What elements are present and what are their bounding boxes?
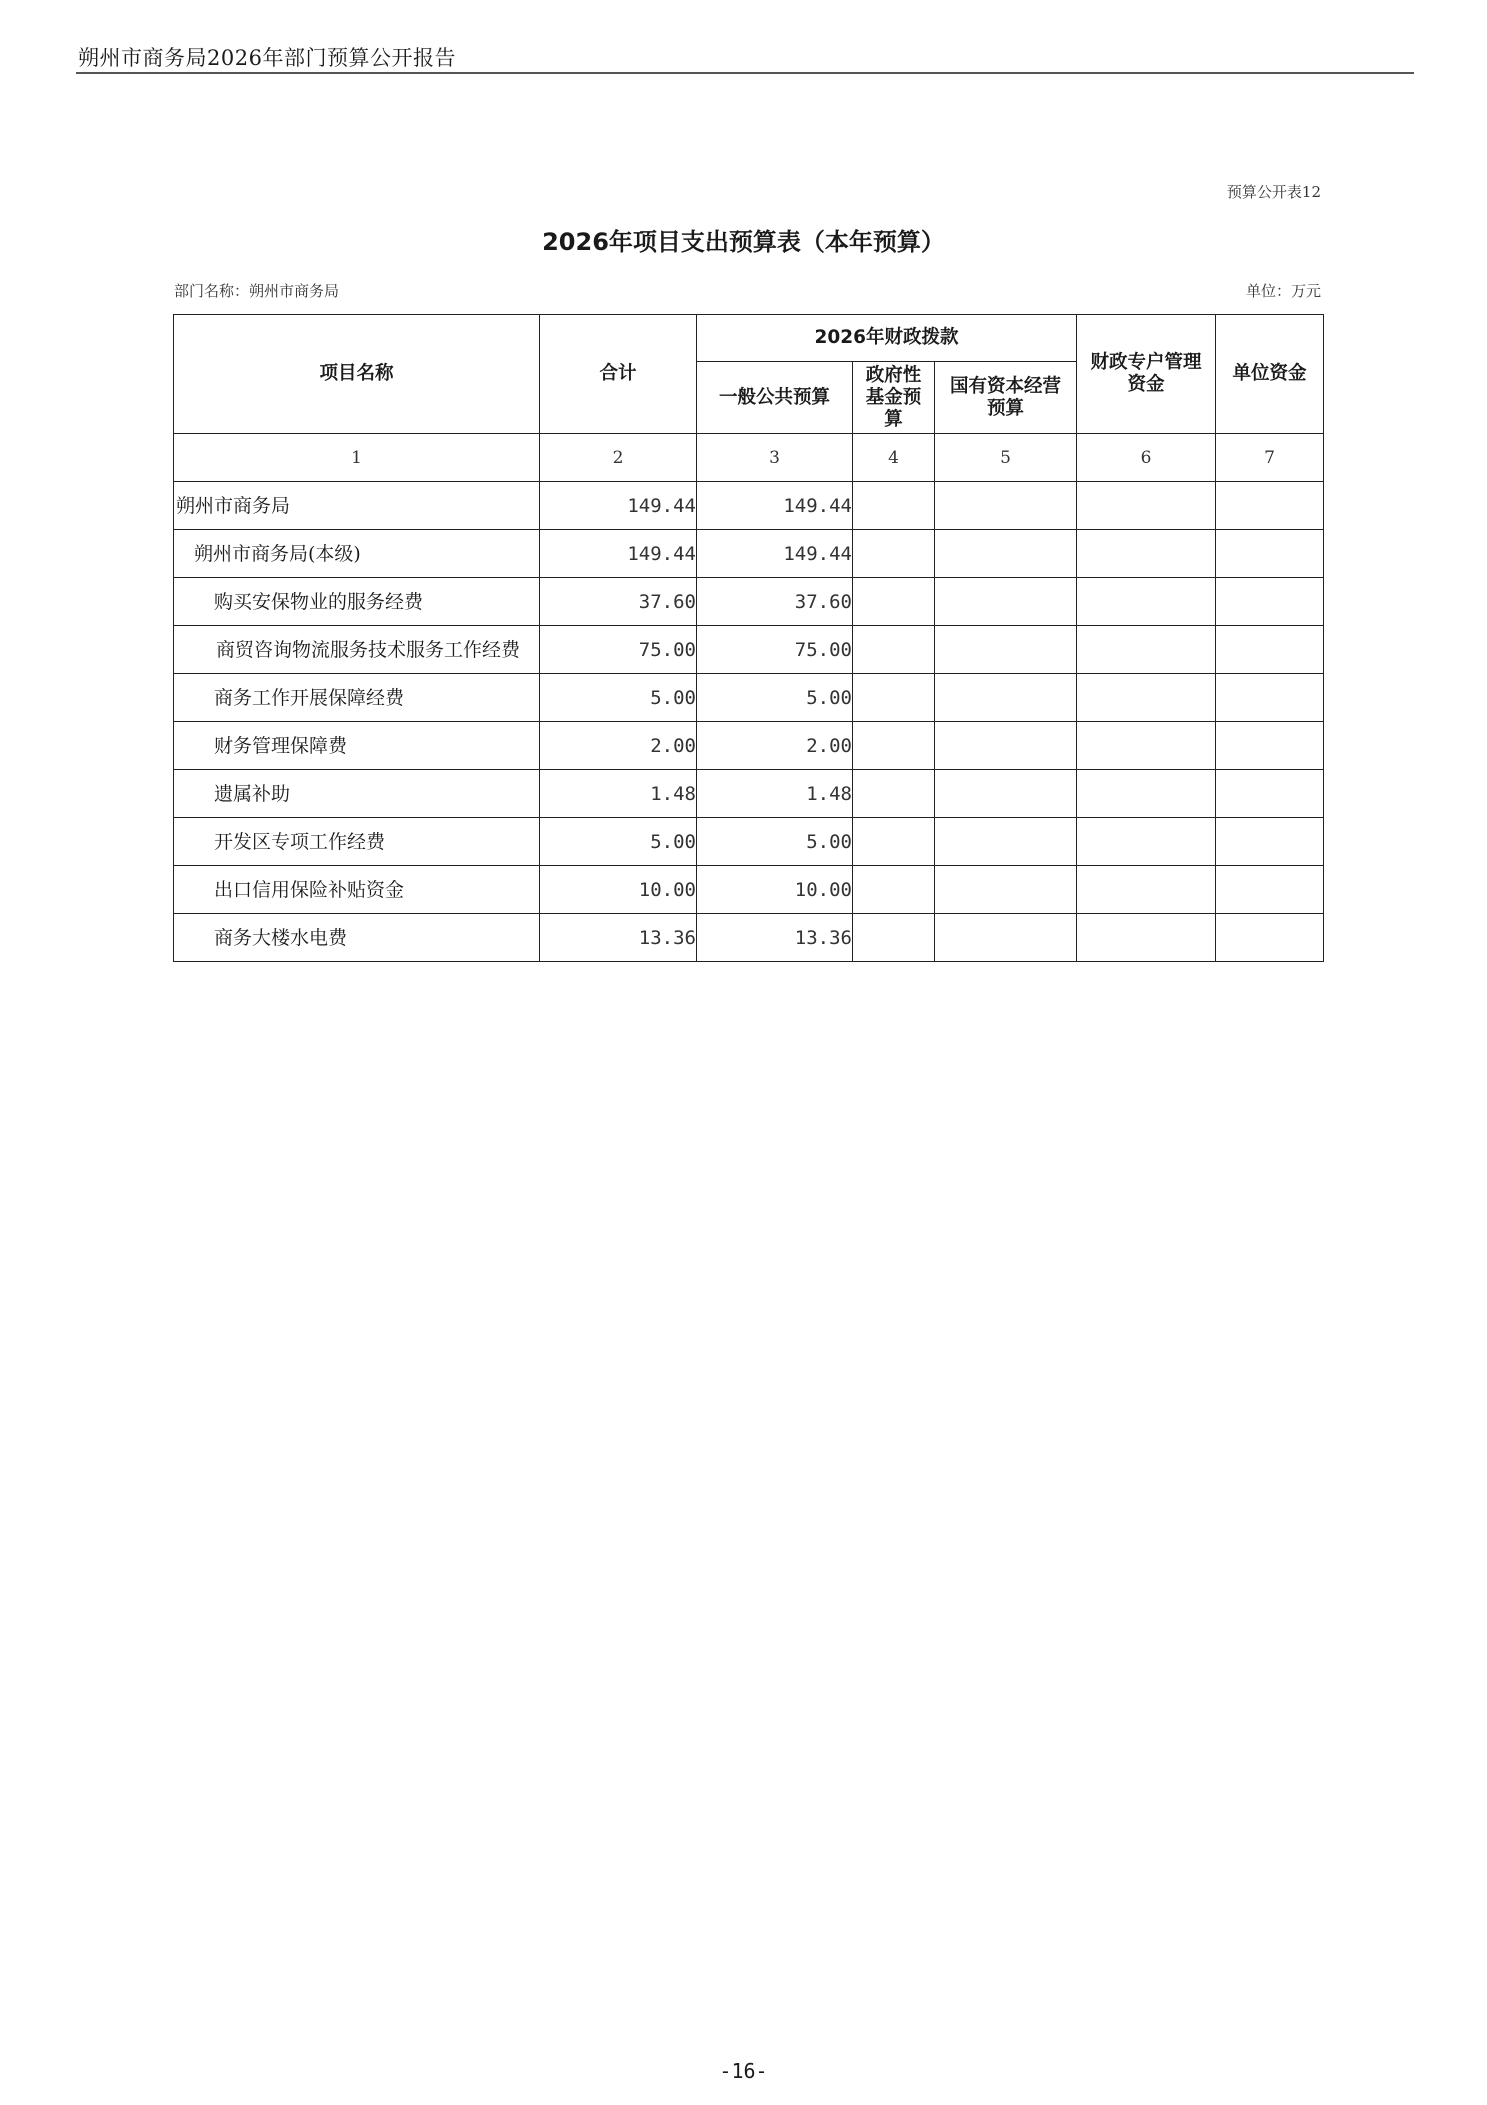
empty-cell <box>1216 482 1324 530</box>
empty-cell <box>853 578 935 626</box>
running-header: 朔州市商务局2026年部门预算公开报告 <box>78 46 456 70</box>
row-general-budget: 5.00 <box>697 674 853 722</box>
empty-cell <box>1216 770 1324 818</box>
empty-cell <box>935 818 1077 866</box>
row-general-budget: 37.60 <box>697 578 853 626</box>
empty-cell <box>1216 818 1324 866</box>
empty-cell <box>1077 578 1216 626</box>
empty-cell <box>935 770 1077 818</box>
empty-cell <box>853 818 935 866</box>
table-row <box>174 770 1324 818</box>
table-row <box>174 626 1324 674</box>
row-general-budget: 2.00 <box>697 722 853 770</box>
row-total: 5.00 <box>540 818 697 866</box>
row-general-budget: 13.36 <box>697 914 853 962</box>
table-row <box>174 914 1324 962</box>
row-total: 1.48 <box>540 770 697 818</box>
empty-cell <box>853 530 935 578</box>
empty-cell <box>853 722 935 770</box>
empty-cell <box>1077 674 1216 722</box>
row-name: 开发区专项工作经费 <box>174 818 540 866</box>
col-header-total: 合计 <box>540 315 697 434</box>
table-row <box>174 578 1324 626</box>
row-general-budget: 75.00 <box>697 626 853 674</box>
col-header-fiscal-group: 2026年财政拨款 <box>697 315 1077 362</box>
column-number-row <box>174 434 1324 482</box>
empty-cell <box>935 674 1077 722</box>
row-name: 商务工作开展保障经费 <box>174 674 540 722</box>
empty-cell <box>935 530 1077 578</box>
col-number: 2 <box>540 434 697 482</box>
table-title: 2026年项目支出预算表（本年预算） <box>542 228 945 256</box>
row-name: 出口信用保险补贴资金 <box>174 866 540 914</box>
col-header-gov-fund: 政府性基金预算 <box>853 362 935 434</box>
row-name: 商贸咨询物流服务技术服务工作经费 <box>174 626 540 674</box>
row-total: 149.44 <box>540 530 697 578</box>
empty-cell <box>935 482 1077 530</box>
empty-cell <box>1216 866 1324 914</box>
empty-cell <box>1216 578 1324 626</box>
empty-cell <box>1077 770 1216 818</box>
row-total: 75.00 <box>540 626 697 674</box>
row-general-budget: 149.44 <box>697 530 853 578</box>
col-number: 4 <box>853 434 935 482</box>
table-row <box>174 722 1324 770</box>
empty-cell <box>853 674 935 722</box>
project-expenditure-table <box>173 314 1324 962</box>
empty-cell <box>853 626 935 674</box>
page-number: -16- <box>719 2059 768 2083</box>
table-row <box>174 674 1324 722</box>
table-id: 预算公开表12 <box>1226 183 1321 201</box>
empty-cell <box>1216 626 1324 674</box>
row-general-budget: 1.48 <box>697 770 853 818</box>
row-name: 朔州市商务局 <box>174 482 540 530</box>
col-header-general-budget: 一般公共预算 <box>697 362 853 434</box>
empty-cell <box>853 914 935 962</box>
row-name: 遗属补助 <box>174 770 540 818</box>
empty-cell <box>935 866 1077 914</box>
row-general-budget: 10.00 <box>697 866 853 914</box>
department-label: 部门名称：朔州市商务局 <box>174 282 340 300</box>
empty-cell <box>1216 722 1324 770</box>
row-name: 朔州市商务局(本级) <box>174 530 540 578</box>
row-total: 37.60 <box>540 578 697 626</box>
row-name: 财务管理保障费 <box>174 722 540 770</box>
col-number: 5 <box>935 434 1077 482</box>
col-number: 1 <box>174 434 540 482</box>
empty-cell <box>935 578 1077 626</box>
col-header-unit-funds: 单位资金 <box>1216 315 1324 434</box>
table-row <box>174 866 1324 914</box>
row-total: 2.00 <box>540 722 697 770</box>
empty-cell <box>1077 482 1216 530</box>
col-header-project-name: 项目名称 <box>174 315 540 434</box>
col-number: 3 <box>697 434 853 482</box>
empty-cell <box>935 722 1077 770</box>
empty-cell <box>935 914 1077 962</box>
empty-cell <box>935 626 1077 674</box>
table-row <box>174 482 1324 530</box>
empty-cell <box>1077 866 1216 914</box>
header-rule <box>76 72 1414 74</box>
col-header-state-capital: 国有资本经营预算 <box>935 362 1077 434</box>
row-total: 10.00 <box>540 866 697 914</box>
empty-cell <box>1216 674 1324 722</box>
empty-cell <box>853 482 935 530</box>
col-number: 7 <box>1216 434 1324 482</box>
row-total: 149.44 <box>540 482 697 530</box>
empty-cell <box>1077 626 1216 674</box>
row-total: 5.00 <box>540 674 697 722</box>
empty-cell <box>1077 722 1216 770</box>
table-row <box>174 818 1324 866</box>
row-total: 13.36 <box>540 914 697 962</box>
empty-cell <box>1077 914 1216 962</box>
empty-cell <box>1216 530 1324 578</box>
unit-label: 单位：万元 <box>1245 282 1321 300</box>
empty-cell <box>1216 914 1324 962</box>
row-general-budget: 5.00 <box>697 818 853 866</box>
row-name: 购买安保物业的服务经费 <box>174 578 540 626</box>
empty-cell <box>853 866 935 914</box>
col-header-special-account: 财政专户管理资金 <box>1077 315 1216 434</box>
empty-cell <box>1077 530 1216 578</box>
empty-cell <box>853 770 935 818</box>
empty-cell <box>1077 818 1216 866</box>
col-number: 6 <box>1077 434 1216 482</box>
row-general-budget: 149.44 <box>697 482 853 530</box>
row-name: 商务大楼水电费 <box>174 914 540 962</box>
table-row <box>174 530 1324 578</box>
